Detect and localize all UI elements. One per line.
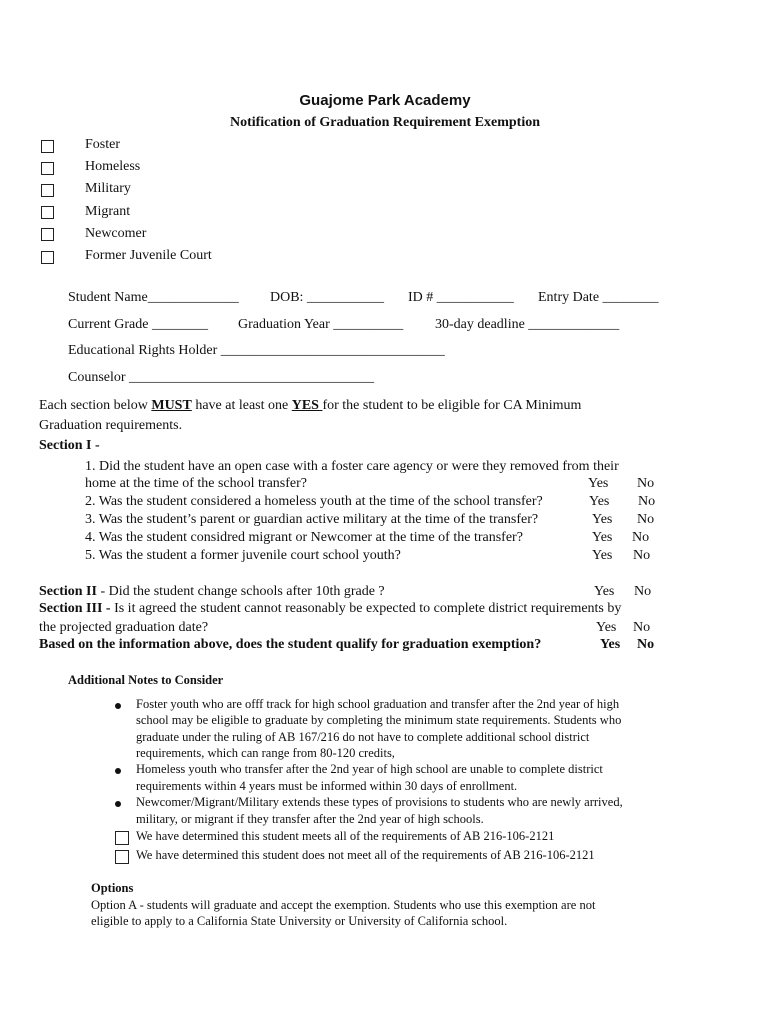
category-label-former-juvenile-court: Former Juvenile Court: [85, 248, 212, 263]
checkbox-foster[interactable]: [41, 140, 54, 153]
note-2-line-2: requirements within 4 years must be informed within 30 days of enrollment.: [136, 779, 518, 793]
notes-heading: Additional Notes to Consider: [68, 673, 224, 687]
intro-must: MUST: [151, 398, 192, 413]
qualify-yes[interactable]: Yes: [600, 637, 621, 652]
checkbox-newcomer[interactable]: [41, 228, 54, 241]
note-1-line-4: requirements, which can range from 80-120 credits,: [136, 746, 395, 760]
category-label-foster: Foster: [85, 137, 120, 152]
bullet-icon: [115, 703, 121, 709]
counselor-field[interactable]: Counselor ___________________________________: [68, 370, 375, 385]
note-3-line-1: Newcomer/Migrant/Military extends these types of provisions to students who are newly arrived,: [136, 795, 623, 809]
bullet-icon: [115, 801, 121, 807]
options-heading: Options: [91, 881, 134, 895]
qualify-no[interactable]: No: [637, 637, 655, 652]
note-2-line-1: Homeless youth who transfer after the 2nd year of high school are unable to complete district: [136, 762, 603, 776]
category-label-military: Military: [85, 181, 131, 196]
school-name: Guajome Park Academy: [299, 92, 471, 109]
deadline-field[interactable]: 30-day deadline _____________: [435, 317, 620, 332]
q1-yes[interactable]: Yes: [588, 476, 609, 491]
section-2-text: - Did the student change schools after 10th grade ?: [96, 584, 385, 599]
section-3-text-line-2: the projected graduation date?: [39, 620, 209, 635]
note-3-line-2: military, or migrant if they transfer after the 2nd year of high schools.: [136, 812, 484, 826]
category-label-homeless: Homeless: [85, 159, 141, 174]
q4-no[interactable]: No: [632, 530, 650, 545]
meets-requirements-label: We have determined this student meets all of the requirements of AB 216-106-2121: [136, 829, 555, 843]
entry-date-field[interactable]: Entry Date ________: [538, 290, 659, 305]
checkbox-does-not-meet-requirements[interactable]: [115, 850, 129, 864]
q2-no[interactable]: No: [638, 494, 656, 509]
checkbox-former-juvenile-court[interactable]: [41, 251, 54, 264]
section-2-heading: Section II: [39, 584, 97, 599]
section-1-question-1-line-2: home at the time of the school transfer?: [85, 476, 307, 491]
section-1-question-5: 5. Was the student a former juvenile court school youth?: [85, 548, 401, 563]
option-a-line-1: Option A - students will graduate and accept the exemption. Students who use this exemption are not: [91, 898, 596, 912]
checkbox-migrant[interactable]: [41, 206, 54, 219]
q5-no[interactable]: No: [633, 548, 651, 563]
id-field[interactable]: ID # ___________: [408, 290, 514, 305]
dob-field[interactable]: DOB: ___________: [270, 290, 384, 305]
section-1-question-2: 2. Was the student considered a homeless youth at the time of the school transfer?: [85, 494, 543, 509]
section-1-heading: Section I -: [39, 438, 100, 453]
category-label-migrant: Migrant: [85, 204, 131, 219]
section-3-heading: Section III -: [39, 601, 111, 616]
intro-yes: YES: [291, 398, 323, 413]
current-grade-field[interactable]: Current Grade ________: [68, 317, 208, 332]
graduation-year-field[interactable]: Graduation Year __________: [238, 317, 404, 332]
section-3: [39, 601, 621, 617]
section-3-text: Is it agreed the student cannot reasonably be expected to complete district requirements by: [110, 601, 622, 616]
section-3-no[interactable]: No: [633, 620, 651, 635]
section-2-no[interactable]: No: [634, 584, 652, 599]
q1-no[interactable]: No: [637, 476, 655, 491]
section-1-question-1-line-1: 1. Did the student have an open case with a foster care agency or were they removed from their: [85, 459, 619, 474]
checkbox-military[interactable]: [41, 184, 54, 197]
intro-text-2: have at least one: [191, 398, 292, 413]
category-label-newcomer: Newcomer: [85, 226, 147, 241]
option-a-line-2: eligible to apply to a California State University or University of California school.: [91, 914, 508, 928]
note-1-line-1: Foster youth who are offf track for high school graduation and transfer after the 2nd year of high: [136, 697, 620, 711]
q3-no[interactable]: No: [637, 512, 655, 527]
q3-yes[interactable]: Yes: [592, 512, 613, 527]
section-2: [39, 584, 385, 600]
note-1-line-3: graduate under the ruling of AB 167/216 do not have to complete additional school district: [136, 730, 590, 744]
checkbox-homeless[interactable]: [41, 162, 54, 175]
section-2-yes[interactable]: Yes: [594, 584, 615, 599]
checkbox-meets-requirements[interactable]: [115, 831, 129, 845]
section-1-question-4: 4. Was the student considred migrant or Newcomer at the time of the transfer?: [85, 530, 523, 545]
section-1-question-3: 3. Was the student’s parent or guardian active military at the time of the transfer?: [85, 512, 539, 527]
section-3-yes[interactable]: Yes: [596, 620, 617, 635]
note-1-line-2: school may be eligible to graduate by completing the minimum state requirements. Students who: [136, 713, 622, 727]
intro-text-3: for the student to be eligible for CA Minimum: [322, 398, 582, 413]
q2-yes[interactable]: Yes: [589, 494, 610, 509]
bullet-icon: [115, 768, 121, 774]
intro-text-1: Each section below: [39, 398, 152, 413]
q4-yes[interactable]: Yes: [592, 530, 613, 545]
form-title: Notification of Graduation Requirement Exemption: [229, 115, 541, 130]
does-not-meet-requirements-label: We have determined this student does not meet all of the requirements of AB 216-106-2121: [136, 848, 595, 862]
qualify-question: Based on the information above, does the student qualify for graduation exemption?: [39, 637, 542, 652]
intro-line-1: [39, 398, 581, 414]
q5-yes[interactable]: Yes: [592, 548, 613, 563]
student-name-field[interactable]: Student Name_____________: [68, 290, 239, 305]
educational-rights-holder-field[interactable]: Educational Rights Holder ________________________________: [68, 343, 445, 358]
intro-line-2: Graduation requirements.: [39, 418, 183, 433]
